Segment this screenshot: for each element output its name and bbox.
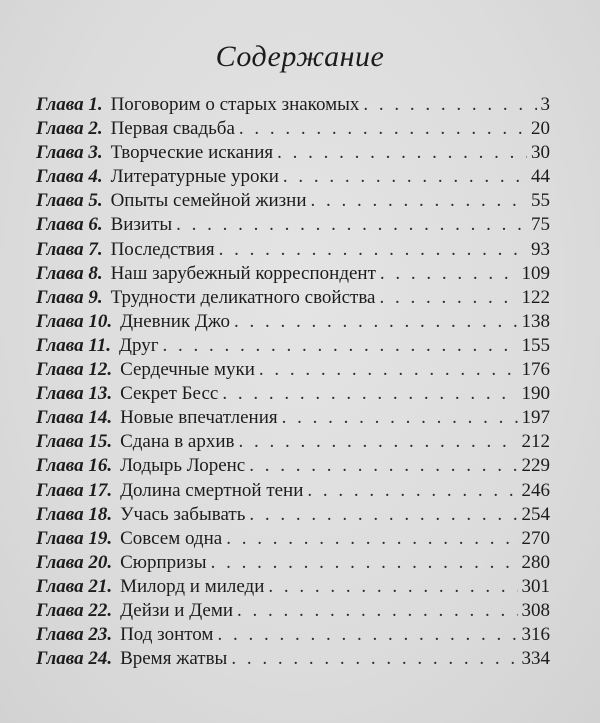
- chapter-title: Творческие искания: [110, 142, 274, 164]
- toc-entry: [36, 503, 550, 527]
- dot-leader: [222, 382, 517, 406]
- chapter-number: Глава 1.: [36, 94, 103, 115]
- page-number: 155: [521, 334, 550, 356]
- dot-leader: [307, 479, 517, 503]
- toc-entry: [36, 334, 550, 358]
- chapter-number: Глава 3.: [36, 142, 103, 164]
- toc-entry: [36, 165, 550, 189]
- chapter-number: Глава 14.: [36, 407, 113, 429]
- page-number: 316: [521, 624, 550, 646]
- chapter-number: Глава 16.: [36, 455, 113, 477]
- chapter-number: Глава 4.: [36, 166, 103, 188]
- dot-leader: [231, 647, 517, 671]
- page-number: 55: [531, 190, 550, 212]
- chapter-number: Глава 21.: [36, 575, 113, 597]
- dot-leader: [239, 430, 518, 454]
- chapter-number: Глава 12.: [36, 359, 113, 381]
- dot-leader: [211, 551, 518, 575]
- page-number: 30: [531, 142, 550, 164]
- toc-entry: [36, 310, 550, 334]
- chapter-title: Сдана в архив: [120, 431, 235, 453]
- chapter-number: Глава 9.: [36, 286, 103, 308]
- page-number: 246: [521, 479, 550, 501]
- dot-leader: [311, 189, 528, 213]
- dot-leader: [163, 334, 518, 358]
- table-of-contents: [36, 93, 550, 671]
- toc-entry: [36, 575, 550, 599]
- chapter-title: Литературные уроки: [110, 166, 279, 188]
- toc-entry: [36, 358, 550, 382]
- chapter-title: Опыты семейной жизни: [110, 190, 307, 212]
- chapter-number: Глава 24.: [36, 648, 113, 670]
- toc-entry: [36, 117, 550, 141]
- toc-entry: [36, 479, 550, 503]
- dot-leader: [259, 358, 518, 382]
- page-number: 280: [521, 551, 550, 573]
- page-number: 44: [531, 166, 550, 188]
- dot-leader: [176, 213, 527, 237]
- page-number: 109: [521, 262, 550, 284]
- dot-leader: [239, 117, 527, 141]
- chapter-number: Глава 17.: [36, 479, 113, 501]
- dot-leader: [282, 406, 518, 430]
- chapter-title: Совсем одна: [120, 527, 223, 549]
- chapter-title: Трудности деликатного свойства: [110, 286, 376, 308]
- chapter-title: Друг: [119, 334, 159, 356]
- toc-entry: [36, 454, 550, 478]
- toc-entry: [36, 382, 550, 406]
- page-number: 301: [521, 575, 550, 597]
- chapter-number: Глава 18.: [36, 503, 113, 525]
- chapter-title: Секрет Бесс: [120, 383, 219, 405]
- toc-entry: [36, 430, 550, 454]
- chapter-title: Лодырь Лоренс: [120, 455, 246, 477]
- dot-leader: [277, 141, 527, 165]
- page-number: 334: [521, 648, 550, 670]
- toc-entry: [36, 551, 550, 575]
- chapter-number: Глава 15.: [36, 431, 113, 453]
- toc-entry: [36, 623, 550, 647]
- chapter-number: Глава 6.: [36, 214, 103, 236]
- chapter-number: Глава 23.: [36, 624, 113, 646]
- chapter-number: Глава 2.: [36, 118, 103, 140]
- toc-entry: [36, 213, 550, 237]
- chapter-number: Глава 11.: [36, 334, 112, 356]
- dot-leader: [363, 93, 536, 117]
- chapter-title: Время жатвы: [120, 648, 228, 670]
- chapter-title: Учась забывать: [120, 503, 246, 525]
- dot-leader: [379, 286, 517, 310]
- toc-entry: [36, 286, 550, 310]
- chapter-number: Глава 20.: [36, 551, 113, 573]
- chapter-number: Глава 13.: [36, 383, 113, 405]
- chapter-number: Глава 19.: [36, 527, 113, 549]
- chapter-title: Дневник Джо: [120, 310, 231, 332]
- dot-leader: [237, 599, 517, 623]
- chapter-title: Милорд и миледи: [120, 575, 265, 597]
- toc-entry: [36, 406, 550, 430]
- chapter-number: Глава 7.: [36, 238, 103, 260]
- page-number: 176: [521, 359, 550, 381]
- chapter-title: Последствия: [110, 238, 215, 260]
- page-number: 212: [521, 431, 550, 453]
- dot-leader: [283, 165, 527, 189]
- page-number: 122: [521, 286, 550, 308]
- toc-entry: [36, 93, 550, 117]
- page-title: Содержание: [215, 40, 385, 73]
- dot-leader: [380, 262, 518, 286]
- chapter-number: Глава 22.: [36, 599, 113, 621]
- chapter-title: Наш зарубежный корреспондент: [110, 262, 376, 284]
- chapter-title: Сюрпризы: [120, 551, 207, 573]
- chapter-number: Глава 10.: [36, 310, 113, 332]
- toc-entry: [36, 262, 550, 286]
- toc-entry: [36, 141, 550, 165]
- dot-leader: [249, 454, 517, 478]
- page-number: 229: [521, 455, 550, 477]
- page-number: 138: [521, 310, 550, 332]
- toc-entry: [36, 238, 550, 262]
- chapter-title: Долина смертной тени: [120, 479, 304, 501]
- chapter-title: Первая свадьба: [110, 118, 235, 140]
- page-number: 190: [521, 383, 550, 405]
- page-number: 308: [521, 599, 550, 621]
- chapter-number: Глава 5.: [36, 190, 103, 212]
- page-number: 270: [521, 527, 550, 549]
- toc-entry: [36, 189, 550, 213]
- dot-leader: [234, 310, 517, 334]
- chapter-title: Сердечные муки: [120, 359, 255, 381]
- chapter-title: Поговорим о старых знакомых: [110, 94, 360, 115]
- chapter-title: Под зонтом: [120, 624, 214, 646]
- page-number: 93: [531, 238, 550, 260]
- chapter-number: Глава 8.: [36, 262, 103, 284]
- page-number: 75: [531, 214, 550, 236]
- page-number: 20: [531, 118, 550, 140]
- toc-entry: [36, 527, 550, 551]
- chapter-title: Новые впечатления: [120, 407, 278, 429]
- dot-leader: [249, 503, 517, 527]
- chapter-title: Дейзи и Деми: [120, 599, 234, 621]
- dot-leader: [219, 238, 527, 262]
- page-number: 3: [540, 94, 550, 115]
- dot-leader: [217, 623, 517, 647]
- dot-leader: [226, 527, 517, 551]
- page-number: 197: [521, 407, 550, 429]
- page-number: 254: [521, 503, 550, 525]
- toc-entry: [36, 599, 550, 623]
- toc-entry: [36, 647, 550, 671]
- dot-leader: [268, 575, 517, 599]
- chapter-title: Визиты: [110, 214, 173, 236]
